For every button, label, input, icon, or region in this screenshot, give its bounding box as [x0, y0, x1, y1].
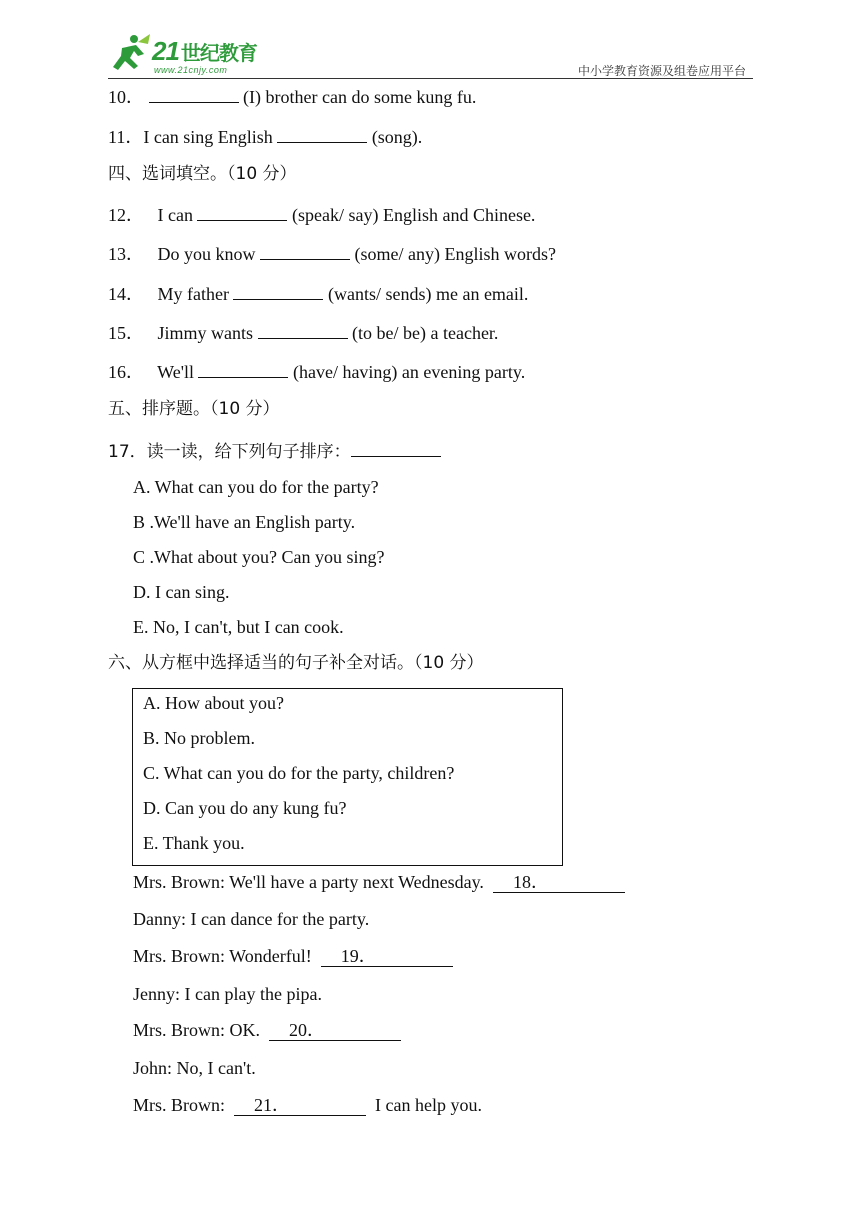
question-16: 16． We'll (have/ having) an evening party.: [108, 359, 525, 383]
answer-blank[interactable]: [197, 202, 287, 221]
answer-blank[interactable]: [233, 281, 323, 300]
option-c: C .What about you? Can you sing?: [133, 547, 385, 567]
section-4-heading: 四、选词填空。（10 分）: [108, 164, 297, 184]
box-option-b: B. No problem.: [143, 728, 255, 748]
page-header: [0, 0, 860, 84]
answer-blank[interactable]: [258, 320, 348, 339]
option-a: A. What can you do for the party?: [133, 477, 379, 497]
box-option-c: C. What can you do for the party, children?: [143, 763, 455, 783]
dialogue-line-5: Mrs. Brown: OK. 20．: [133, 1019, 401, 1041]
answer-blank[interactable]: [149, 84, 239, 103]
dialogue-line-7: Mrs. Brown: 21． I can help you.: [133, 1095, 482, 1115]
question-14: 14． My father (wants/ sends) me an email.: [108, 281, 528, 305]
section-5-heading: 五、排序题。（10 分）: [108, 399, 280, 419]
option-e: E. No, I can't, but I can cook.: [133, 617, 344, 637]
answer-blank[interactable]: [260, 241, 350, 260]
question-15: 15． Jimmy wants (to be/ be) a teacher.: [108, 320, 498, 344]
option-b: B .We'll have an English party.: [133, 512, 356, 532]
box-option-d: D. Can you do any kung fu?: [143, 798, 347, 818]
box-option-a: A. How about you?: [143, 693, 284, 713]
question-12: 12． I can (speak/ say) English and Chinese.: [108, 202, 535, 226]
question-13: 13． Do you know (some/ any) English words?: [108, 241, 556, 265]
box-option-e: E. Thank you.: [143, 833, 245, 853]
dialogue-line-4: Jenny: I can play the pipa.: [133, 984, 322, 1004]
dialogue-line-1: Mrs. Brown: We'll have a party next Wednesday. 18．: [133, 871, 625, 893]
dialogue-line-3: Mrs. Brown: Wonderful! 19．: [133, 945, 453, 967]
header-divider: [108, 78, 753, 79]
answer-blank[interactable]: [351, 438, 441, 457]
answer-blank-20[interactable]: 20．: [269, 1019, 401, 1041]
answer-blank[interactable]: [277, 124, 367, 143]
header-tagline: 中小学教育资源及组卷应用平台: [577, 64, 746, 78]
answer-blank-21[interactable]: 21．: [234, 1094, 366, 1116]
dialogue-line-2: Danny: I can dance for the party.: [133, 909, 370, 929]
answer-blank-18[interactable]: 18．: [493, 871, 625, 893]
dialogue-line-6: John: No, I can't.: [133, 1058, 256, 1078]
logo-wordmark: 21 世纪教育: [152, 36, 257, 66]
answer-blank-19[interactable]: 19．: [321, 945, 453, 967]
question-17: 17．读一读，给下列句子排序：: [108, 438, 441, 463]
question-10: 10． (I) brother can do some kung fu.: [108, 84, 476, 108]
runner-logo-icon: [108, 32, 152, 76]
answer-blank[interactable]: [198, 359, 288, 378]
section-6-heading: 六、从方框中选择适当的句子补全对话。（10 分）: [108, 653, 484, 673]
logo: [108, 32, 288, 78]
question-11: 11．I can sing English (song).: [108, 124, 422, 148]
option-d: D. I can sing.: [133, 582, 230, 602]
logo-url: www.21cnjy.com: [154, 65, 228, 75]
